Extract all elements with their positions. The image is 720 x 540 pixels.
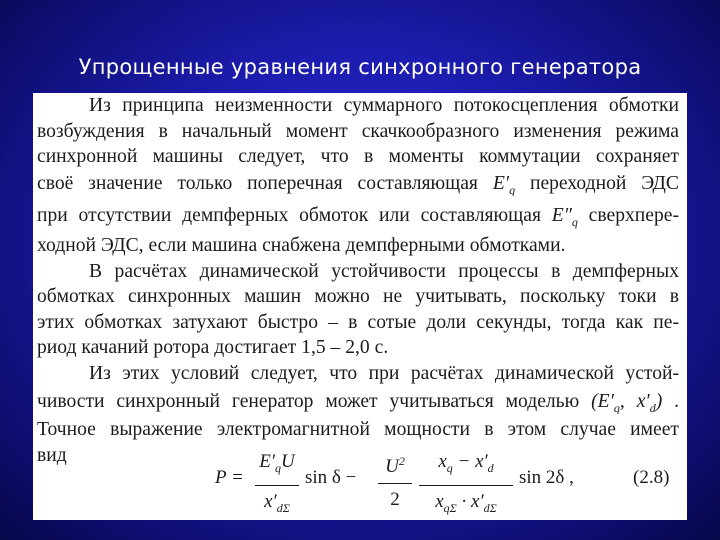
symbol-e-transient: $E'_q$ [492,172,516,197]
symbol-e-subtransient: $E''_q$ [551,205,578,229]
text-line: этих обмотках затухают быстро – в сотые доли секунды, тогда как пе- [37,311,679,333]
fraction-denominator: 2 [390,488,400,510]
fraction-term3 [419,449,513,520]
text-line: ходной ЭДС, если машина снабжена демпферными обмотками. [37,234,566,256]
page-text [37,93,679,468]
text-line: В расчётах динамической устойчивости процессы в демпферных [89,260,679,282]
text-line: синхронной машины следует, что в моменты коммутации сохраняет [37,146,679,168]
text-line-with-symbol [37,171,679,197]
symbol-model: ($E'_q$, $x'_d$) [591,390,663,415]
text-line: Из принципа неизменности суммарного потокосцепления обмотки [89,95,679,116]
fraction-numerator: $x_q - x'_d$ [438,451,494,475]
fraction-bar [419,485,513,486]
text-line: возбуждения в начальный момент скачкообразного изменения режима [37,120,679,142]
equation-number: (2.8) [633,467,670,488]
text-segment: сверхпере- [588,205,679,227]
equation-lhs: P = [215,467,244,488]
fraction-term1 [255,449,299,520]
fraction-denominator: $x_{q\Sigma} \cdot x'_{d\Sigma}$ [435,490,497,515]
text-line: риод качаний ротора достигает 1,5 – 2,0 с. [37,337,389,359]
text-segment: переходной ЭДС [529,172,679,194]
slide-title: Упрощенные уравнения синхронного генератора [78,55,642,79]
text-line-with-symbol: чивости синхронный генератор может учитываться моделью ($E'_q$, $x'_d$) . [37,390,679,415]
text-segment: при отсутствии демпферных обмоток или составляющая [37,205,541,227]
equation-sin-delta: sin δ − [305,467,357,488]
text-segment: чивости синхронный генератор может учитываться моделью [37,390,580,412]
equation-2-8 [33,441,683,517]
fraction-bar [255,485,299,486]
fraction-numerator: $E'_qU$ [259,451,295,475]
text-segment: своё значение только поперечная составляющая [37,172,478,194]
textbook-page-scan [33,93,687,520]
text-line: вид [37,444,67,466]
text-line: Из этих условий следует, что при расчётах динамической устой- [89,362,679,384]
fraction-numerator: $U^2$ [385,454,405,477]
text-line: Точное выражение электромагнитной мощности в этом случае имеет [37,419,679,441]
fraction-term2 [378,449,412,512]
fraction-denominator: $x'_{d\Sigma}$ [264,490,290,515]
text-line-with-symbol [37,203,679,229]
text-line: обмотках синхронных машин можно не учитывать, поскольку токи в [37,286,679,308]
equation-sin-2delta: sin 2δ , [519,467,574,488]
fraction-bar [378,483,412,484]
